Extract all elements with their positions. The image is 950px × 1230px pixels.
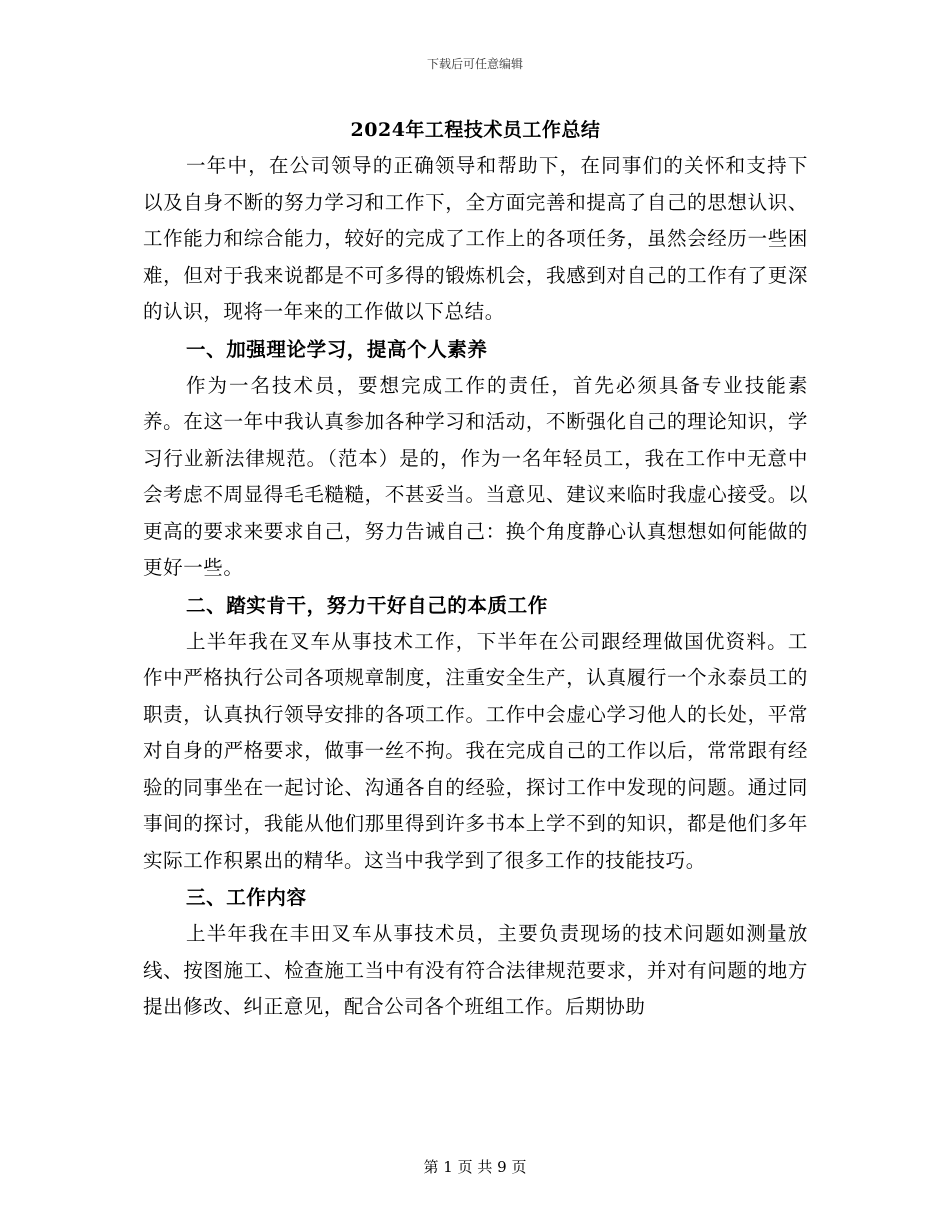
section-body-3: 上半年我在丰田叉车从事技术员，主要负责现场的技术问题如测量放线、按图施工、检查施工当中有没有符合法律规范要求，并对有问题的地方提出修改、纠正意见，配合公司各个班组工作。后期协助 bbox=[143, 922, 808, 1018]
intro-paragraph: 一年中，在公司领导的正确领导和帮助下，在同事们的关怀和支持下以及自身不断的努力学习和工作下，全方面完善和提高了自己的思想认识、工作能力和综合能力，较好的完成了工作上的各项任务，虽然会经历一些困难，但对于我来说都是不可多得的锻炼机会，我感到对自己的工作有了更深的认识，现将一年来的工作做以下总结。 bbox=[143, 154, 808, 323]
section-body-1: 作为一名技术员，要想完成工作的责任，首先必须具备专业技能素养。在这一年中我认真参加各种学习和活动，不断强化自己的理论知识，学习行业新法律规范。（范本）是的，作为一名年轻员工，我在工作中无意中会考虑不周显得毛毛糙糙，不甚妥当。当意见、建议来临时我虚心接受。以更高的要求来要求自己，努力告诫自己：换个角度静心认真想想如何能做的更好一些。 bbox=[143, 373, 808, 579]
header-note: 下载后可任意编辑 bbox=[426, 57, 523, 71]
section-body-2: 上半年我在叉车从事技术工作，下半年在公司跟经理做国优资料。工作中严格执行公司各项规章制度，注重安全生产，认真履行一个永泰员工的职责，认真执行领导安排的各项工作。工作中会虚心学习他人的长处，平常对自身的严格要求，做事一丝不拘。我在完成自己的工作以后，常常跟有经验的同事坐在一起讨论、沟通各自的经验，探讨工作中发现的问题。通过同事间的探讨，我能从他们那里得到许多书本上学不到的知识，都是他们多年实际工作积累出的精华。这当中我学到了很多工作的技能技巧。 bbox=[143, 629, 808, 872]
section-heading-2: 二、踏实肯干，努力干好自己的本质工作 bbox=[186, 593, 548, 617]
section-heading-3: 三、工作内容 bbox=[186, 886, 307, 909]
document-title: 2024年工程技术员工作总结 bbox=[350, 119, 601, 141]
document-body bbox=[143, 112, 808, 1026]
section-heading-1: 一、加强理论学习，提高个人素养 bbox=[186, 337, 488, 361]
page-number: 第 1 页 共 9 页 bbox=[423, 1158, 527, 1176]
